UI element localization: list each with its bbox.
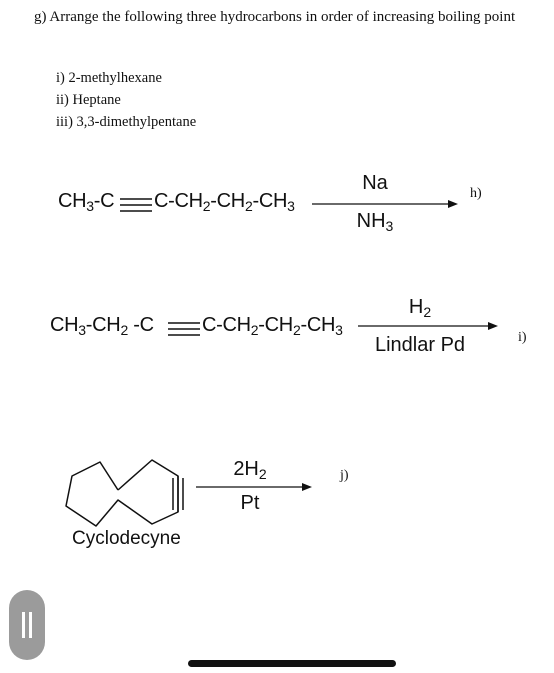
list-item-3: iii) 3,3-dimethylpentane [56,114,197,130]
triple-bond-h [118,197,154,213]
list-item-2: ii) Heptane [56,92,121,108]
pause-button[interactable] [9,590,45,660]
reagent-h-bottom: $NH_3$ [356,210,394,234]
cyclodecyne-structure [60,452,190,536]
home-indicator-bar[interactable] [188,660,396,667]
label-j: j) [340,468,349,483]
label-h: h) [470,186,482,201]
reagent-j-bottom: Pt [240,492,260,514]
reagent-h-top: Na [362,172,388,194]
reactant-h-left: $CH_3-C$ [58,190,115,214]
reactant-h-right: $C-CH_2-CH_2-CH_3$ [154,190,295,214]
label-i: i) [518,330,527,345]
pause-icon [9,590,45,660]
triple-bond-i [166,321,202,337]
reactant-i-right: $C-CH_2-CH_2-CH_3$ [202,314,343,338]
arrow-h [310,197,460,211]
reagent-i-bottom: Lindlar Pd [374,334,466,356]
compound-name-j: Cyclodecyne [72,528,181,549]
arrow-i [356,319,500,333]
question-prompt: g) Arrange the following three hydrocarbons in order of increasing boiling point [34,9,516,25]
reagent-j-top: $2H_2$ [233,458,267,482]
reagent-i-top: $H_2$ [408,296,432,320]
reactant-i-left: $CH_3-CH_2$ -C [50,314,154,338]
list-item-1: i) 2-methylhexane [56,70,162,86]
